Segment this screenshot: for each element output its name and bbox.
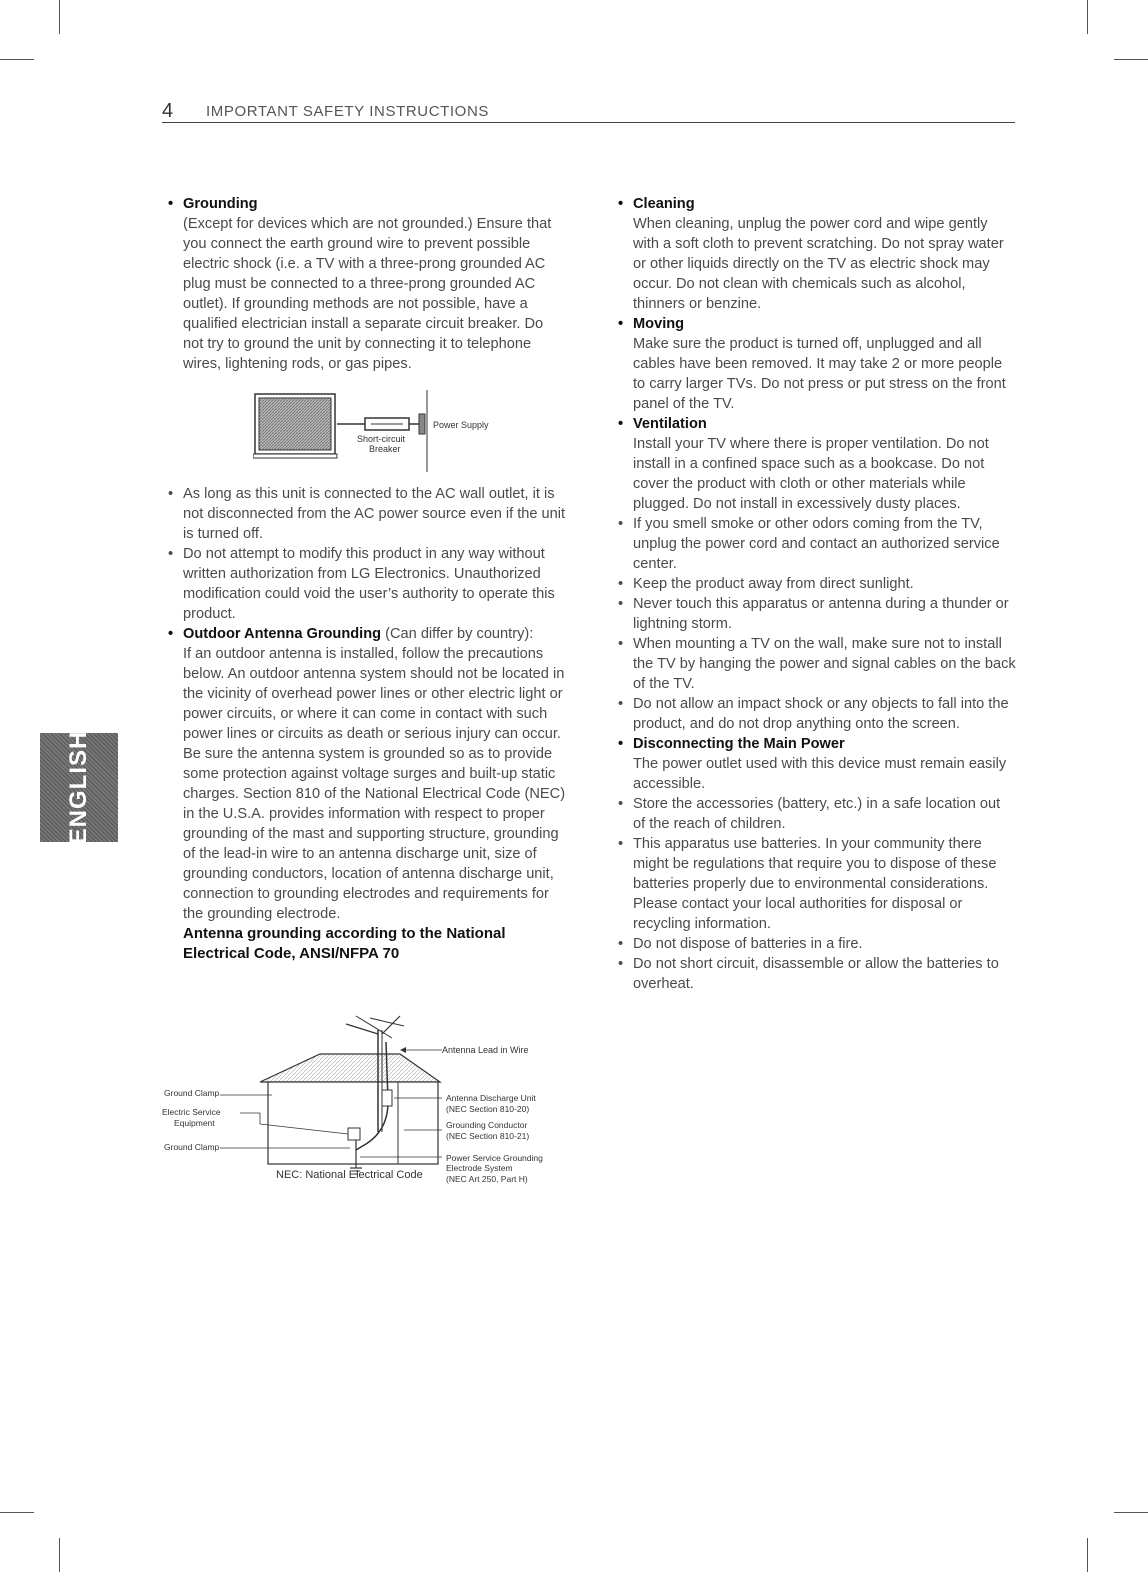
list-item [166, 544, 566, 624]
bullet-icon: • [618, 516, 624, 532]
grounding-text: (Except for devices which are not grounded.) Ensure that you connect the earth ground wire to prevent possible electric shock (i.e. a TV with a three-prong grounded AC plug must be connected to a three-prong grounded AC outlet). If grounding methods are not possible, have a qualified electrician install a separate circuit breaker. Do not try to ground the unit by connecting it to telephone wires, lightening rods, or gas pipes. [183, 216, 552, 372]
power-supply-label: Power Supply [433, 420, 489, 430]
bullet-icon: • [618, 316, 624, 332]
impact-text: Do not allow an impact shock or any objects to fall into the product, and do not drop anything onto the screen. [633, 696, 1009, 732]
crop-mark [1114, 59, 1148, 60]
house-icon [260, 1054, 440, 1164]
short-circuit-text: Do not short circuit, disassemble or allow the batteries to overheat. [633, 956, 999, 992]
crop-mark [0, 59, 34, 60]
bullet-icon: • [168, 486, 174, 502]
breaker-label: Short-circuit [357, 434, 406, 444]
ground-clamp-label: Ground Clamp [164, 1088, 220, 1098]
moving-item [616, 314, 1016, 414]
list-item [616, 594, 1016, 634]
right-column [616, 194, 1016, 994]
bullet-icon: • [168, 626, 174, 642]
discharge-unit-label: (NEC Section 810-20) [446, 1104, 530, 1114]
list-item [616, 514, 1016, 574]
list-item [616, 834, 1016, 934]
accessories-text: Store the accessories (battery, etc.) in a safe location out of the reach of children. [633, 796, 1001, 832]
bullet-icon: • [618, 956, 624, 972]
list-item [616, 794, 1016, 834]
bullet-icon: • [168, 196, 174, 212]
antenna-grounding-diagram [160, 1012, 560, 1192]
disconnect-heading: Disconnecting the Main Power [633, 736, 845, 752]
bullet-icon: • [618, 196, 624, 212]
smoke-text: If you smell smoke or other odors coming from the TV, unplug the power cord and contact an authorized service center. [633, 516, 1000, 572]
electric-service-label: Equipment [174, 1118, 215, 1128]
crop-mark [59, 0, 60, 34]
crop-mark [1087, 0, 1088, 34]
storm-text: Never touch this apparatus or antenna during a thunder or lightning storm. [633, 596, 1009, 632]
crop-mark [1114, 1512, 1148, 1513]
breaker-label: Breaker [369, 444, 401, 454]
crop-mark [59, 1538, 60, 1572]
cleaning-item [616, 194, 1016, 314]
bullet-icon: • [168, 546, 174, 562]
nec-caption: NEC: National Electrical Code [276, 1169, 423, 1181]
bullet-icon: • [618, 636, 624, 652]
ac-power-text: As long as this unit is connected to the AC wall outlet, it is not disconnected from the AC power source even if the unit is turned off. [183, 486, 566, 542]
ventilation-text: Install your TV where there is proper ventilation. Do not install in a confined space such as a bookcase. Do not cover the product with cloth or other materials while plugged. Do not install in excessively dusty places. [633, 436, 989, 512]
discharge-unit-label: Antenna Discharge Unit [446, 1093, 536, 1103]
antenna-heading: Outdoor Antenna Grounding [183, 626, 382, 642]
moving-text: Make sure the product is turned off, unplugged and all cables have been removed. It may take 2 or more people to carry larger TVs. Do not press or put stress on the front panel of the TV. [633, 336, 1006, 412]
crop-mark [0, 1512, 34, 1513]
wall-outlet-icon [419, 390, 427, 472]
antenna-subheading: Antenna grounding according to the National Electrical Code, ANSI/NFPA 70 [183, 925, 506, 962]
list-item [166, 484, 566, 544]
antenna-heading-suffix: (Can differ by country): [381, 626, 534, 642]
list-item [616, 694, 1016, 734]
disconnect-text: The power outlet used with this device must remain easily accessible. [633, 756, 1007, 792]
ventilation-heading: Ventilation [633, 416, 707, 432]
grounding-conductor-label: Grounding Conductor [446, 1120, 528, 1130]
grounding-conductor-label: (NEC Section 810-21) [446, 1131, 530, 1141]
bullet-icon: • [618, 576, 624, 592]
page-title: IMPORTANT SAFETY INSTRUCTIONS [206, 103, 489, 120]
bullet-icon: • [618, 416, 624, 432]
electrode-label: (NEC Art 250, Part H) [446, 1174, 528, 1184]
fire-text: Do not dispose of batteries in a fire. [633, 936, 863, 952]
wall-mount-text: When mounting a TV on the wall, make sure not to install the TV by hanging the power and signal cables on the back of the TV. [633, 636, 1016, 692]
page-header [162, 100, 1015, 123]
antenna-item [166, 624, 566, 964]
ground-clamp-label: Ground Clamp [164, 1142, 220, 1152]
sunlight-text: Keep the product away from direct sunlight. [633, 576, 914, 592]
moving-heading: Moving [633, 316, 685, 332]
cleaning-text: When cleaning, unplug the power cord and wipe gently with a soft cloth to prevent scratching. Do not spray water or other liquids directly on the TV as electric shock may occur. Do not clean with chemicals such as alcohol, thinners or benzine. [633, 216, 1004, 312]
electric-service-label: Electric Service [162, 1107, 221, 1117]
tv-icon [253, 394, 337, 458]
language-tab-label: ENGLISH [65, 730, 92, 845]
ventilation-item [616, 414, 1016, 514]
bullet-icon: • [618, 936, 624, 952]
electrode-label: Electrode System [446, 1163, 513, 1173]
page-number: 4 [162, 100, 174, 122]
bullet-icon: • [618, 796, 624, 812]
list-item [616, 934, 1016, 954]
bullet-icon: • [618, 836, 624, 852]
bullet-icon: • [618, 596, 624, 612]
batteries-text: This apparatus use batteries. In your community there might be regulations that require you to dispose of these batteries properly due to environmental considerations. Please contact your local authorities for disposal or recycling information. [633, 836, 997, 932]
language-tab [40, 730, 118, 845]
grounding-heading: Grounding [183, 196, 258, 212]
discharge-unit-icon [382, 1090, 392, 1106]
list-item [616, 634, 1016, 694]
left-column [166, 194, 566, 964]
service-equipment-icon [348, 1128, 360, 1140]
bullet-icon: • [618, 696, 624, 712]
grounding-item [166, 194, 566, 472]
disconnect-item [616, 734, 1016, 794]
bullet-icon: • [618, 736, 624, 752]
circuit-breaker-icon [365, 418, 409, 430]
list-item [616, 574, 1016, 594]
crop-mark [1087, 1538, 1088, 1572]
modify-text: Do not attempt to modify this product in any way without written authorization from LG Electronics. Unauthorized modification could void the user’s authority to operate this product. [183, 546, 555, 622]
list-item [616, 954, 1016, 994]
antenna-text: If an outdoor antenna is installed, follow the precautions below. An outdoor antenna system should not be located in the vicinity of overhead power lines or other electric light or power circuits, or where it can come in contact with such power lines or circuits as death or serious injury can occur. Be sure the antenna system is grounded so as to provide some protection against voltage surges and built-up static charges. Section 810 of the National Electrical Code (NEC) in the U.S.A. provides information with respect to proper grounding of the mast and supporting structure, grounding of the lead-in wire to an antenna discharge unit, size of grounding conductors, location of antenna discharge unit, connection to grounding electrodes and requirements for the grounding electrode. [183, 646, 566, 922]
electrode-label: Power Service Grounding [446, 1153, 543, 1163]
lead-in-label: Antenna Lead in Wire [442, 1045, 529, 1055]
grounding-diagram [183, 390, 566, 472]
cleaning-heading: Cleaning [633, 196, 695, 212]
